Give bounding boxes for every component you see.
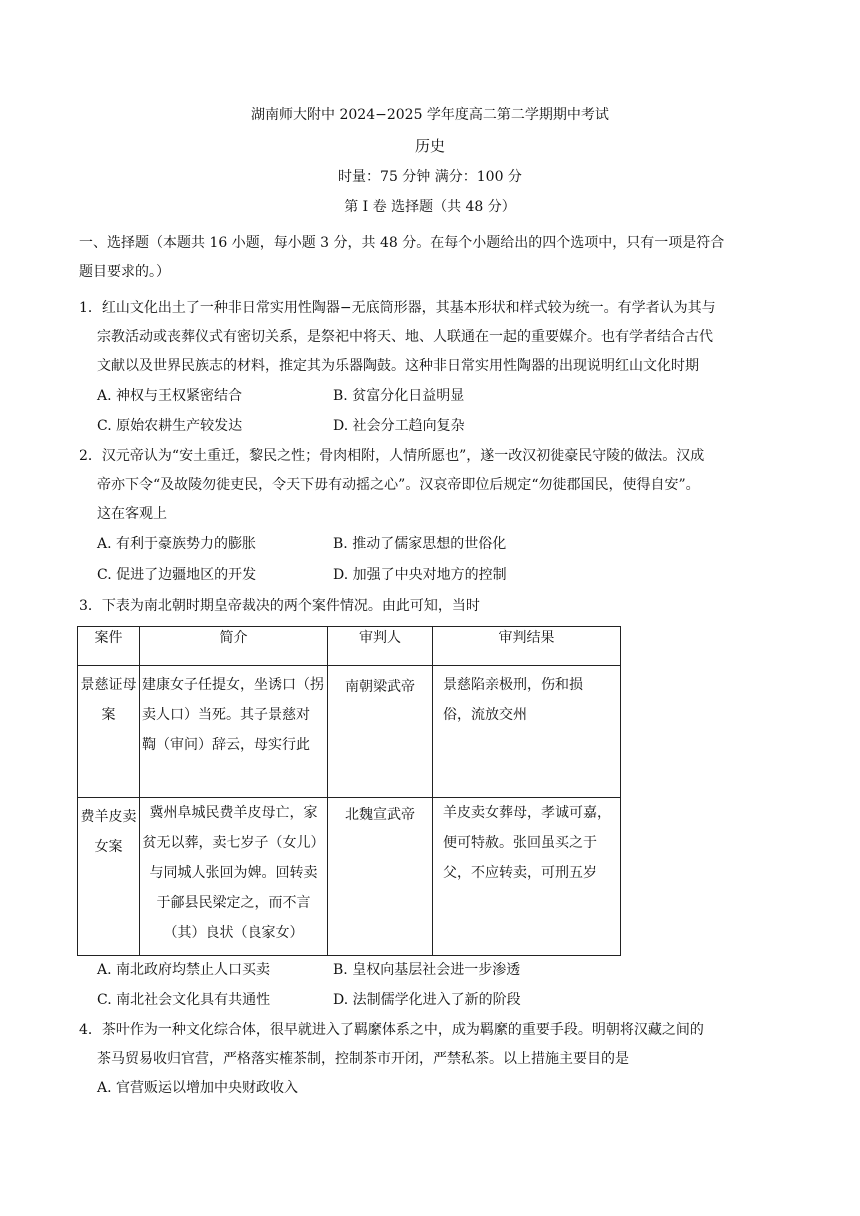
judge-cell (328, 798, 433, 956)
option-b: B. 皇权向基层社会进一步渗透 (333, 962, 521, 978)
cell-text: 便可特赦。张回虽买之于 (443, 835, 597, 851)
section-instruction-line1: 一、选择题（本题共 16 小题，每小题 3 分，共 48 分。在每个小题给出的四个选项中，只有一项是符合 (79, 235, 725, 251)
option-a: A. 有利于豪族势力的膨胀 (97, 536, 257, 552)
question-stem-line: 宗教活动或丧葬仪式有密切关系，是祭祀中将天、地、人联通在一起的重要媒介。也有学者结合古代 (97, 329, 713, 345)
result-cell (433, 798, 621, 956)
option-b: B. 推动了儒家思想的世俗化 (333, 536, 507, 552)
table-header: 审判人 (328, 627, 433, 666)
cell-text: 父，不应转卖，可刑五岁 (443, 865, 597, 881)
cell-text: 景慈证母 (80, 677, 137, 693)
case-summary-cell (140, 798, 328, 956)
cell-text: 贫无以葬，卖七岁子（女儿） (142, 835, 325, 851)
cell-text: 卖人口）当死。其子景慈对 (142, 707, 310, 723)
case-summary-cell (140, 666, 328, 798)
question-stem-line: 4．茶叶作为一种文化综合体，很早就进入了羁縻体系之中，成为羁縻的重要手段。明朝将汉藏之间的 (79, 1022, 704, 1038)
case-table (77, 626, 621, 956)
cell-text: 俗，流放交州 (443, 707, 527, 723)
question-stem-line: 帝亦下令“及故陵勿徙吏民，令天下毋有动摇之心”。汉哀帝即位后规定“勿徙郡国民，使得自安”。 (97, 477, 700, 493)
table-header: 审判结果 (433, 627, 621, 666)
option-d: D. 加强了中央对地方的控制 (333, 567, 507, 583)
cell-text: 北魏宣武帝 (345, 807, 415, 823)
cell-text: 费羊皮卖 (80, 809, 137, 825)
table-row (78, 798, 621, 956)
time-info: 时量：75 分钟 满分：100 分 (338, 169, 522, 185)
judge-cell (328, 666, 433, 798)
cell-text: 案 (101, 707, 116, 723)
subject-title: 历史 (414, 137, 445, 155)
question-stem-line: 这在客观上 (97, 506, 167, 522)
result-cell (433, 666, 621, 798)
option-c: C. 原始农耕生产较发达 (97, 418, 243, 434)
table-row (78, 666, 621, 798)
cell-text: 于鄃县民梁定之，而不言 (156, 895, 311, 911)
section-instruction-line2: 题目要求的。） (79, 264, 170, 280)
case-name-cell (78, 798, 140, 956)
cell-text: （其）良状（良家女） (163, 925, 304, 941)
cell-text: 南朝梁武帝 (345, 679, 415, 695)
question-stem-line: 茶马贸易收归官营，严格落实榷茶制，控制茶市开闭，严禁私茶。以上措施主要目的是 (97, 1051, 629, 1067)
volume-title: 第 I 卷 选择题（共 48 分） (344, 199, 516, 215)
question-stem-line: 文献以及世界民族志的材料，推定其为乐器陶鼓。这种非日常实用性陶器的出现说明红山文化时期 (97, 358, 699, 374)
table-header-row (78, 627, 621, 666)
option-d: D. 社会分工趋向复杂 (333, 418, 465, 434)
option-d: D. 法制儒学化进入了新的阶段 (333, 992, 521, 1008)
option-a: A. 官营贩运以增加中央财政收入 (97, 1080, 299, 1096)
option-c: C. 促进了边疆地区的开发 (97, 567, 257, 583)
cell-text: 羊皮卖女葬母，孝诚可嘉， (443, 805, 611, 821)
question-stem-line: 2．汉元帝认为“安土重迁，黎民之性；骨肉相附，人情所愿也”，遂一改汉初徙豪民守陵的做法。汉成 (79, 448, 705, 464)
exam-title: 湖南师大附中 2024−2025 学年度高二第二学期期中考试 (251, 107, 609, 123)
option-b: B. 贫富分化日益明显 (333, 388, 465, 404)
question-stem-line: 3．下表为南北朝时期皇帝裁决的两个案件情况。由此可知，当时 (79, 598, 480, 614)
table-header: 简介 (140, 627, 328, 666)
cell-text: 建康女子任提女，坐诱口（拐 (142, 677, 324, 693)
table-header: 案件 (78, 627, 140, 666)
cell-text: 景慈陷亲极刑，伤和损 (443, 677, 583, 693)
cell-text: 鞫（审问）辞云，母实行此 (142, 737, 310, 753)
option-c: C. 南北社会文化具有共通性 (97, 992, 271, 1008)
option-a: A. 南北政府均禁止人口买卖 (97, 962, 271, 978)
case-name-cell (78, 666, 140, 798)
cell-text: 女案 (94, 839, 123, 855)
option-a: A. 神权与王权紧密结合 (97, 388, 243, 404)
cell-text: 与同城人张回为婢。回转卖 (149, 865, 318, 881)
cell-text: 冀州阜城民费羊皮母亡，家 (149, 805, 318, 821)
question-stem-line: 1．红山文化出土了一种非日常实用性陶器−无底筒形器，其基本形状和样式较为统一。有学者认为其与 (79, 300, 716, 316)
